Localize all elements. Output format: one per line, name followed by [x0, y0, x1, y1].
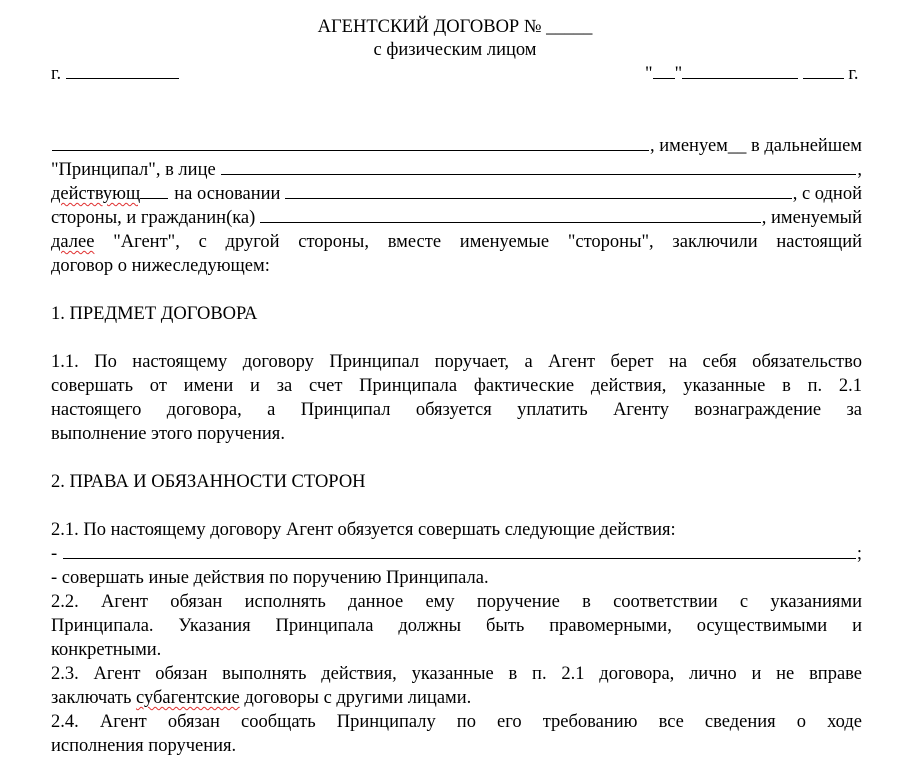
date-field: " " г.	[645, 64, 859, 84]
city-date-line	[51, 62, 862, 86]
clause-2-1-other: - совершать иные действия по поручению Принципала.	[51, 568, 489, 588]
clause-1-1-line-4: выполнение этого поручения.	[51, 424, 285, 444]
representative-blank	[221, 158, 857, 175]
clause-1-1-line-3: настоящего договора, а Принципал обязуется уплатить Агенту вознаграждение за	[51, 400, 862, 420]
clause-2-4-line-2: исполнения поручения.	[51, 736, 237, 756]
clause-2-3-line-1: 2.3. Агент обязан выполнять действия, указанные в п. 2.1 договора, лично и не вправе	[51, 664, 862, 684]
clause-2-2-line-2: Принципала. Указания Принципала должны быть правомерными, осуществимыми и	[51, 616, 862, 636]
document-subtitle: с физическим лицом	[373, 40, 537, 60]
clause-2-1-action-line: - ;	[51, 544, 862, 564]
city-blank	[66, 62, 179, 79]
preamble-line-4: стороны, и гражданин(ка) , именуемый	[51, 208, 862, 228]
city-prefix: г.	[51, 64, 62, 84]
preamble-line-5: далее "Агент", с другой стороны, вместе именуемые "стороны", заключили настоящий	[51, 232, 862, 252]
principal-name-blank	[52, 134, 649, 151]
preamble-line-3: действующ на основании , с одной	[51, 184, 862, 204]
clause-2-2-line-3: конкретными.	[51, 640, 162, 660]
preamble-line-1: , именуем__ в дальнейшем	[51, 134, 862, 158]
clause-2-3-line-2: заключать субагентские договоры с другими лицами.	[51, 688, 472, 708]
preamble-line-6: договор о нижеследующем:	[51, 256, 270, 276]
clause-2-1: 2.1. По настоящему договору Агент обязуется совершать следующие действия:	[51, 520, 676, 540]
clause-1-1-line-2: совершать от имени и за счет Принципала фактические действия, указанные в п. 2.1	[51, 376, 862, 396]
agent-name-blank	[260, 206, 760, 223]
preamble-line-2: "Принципал", в лице ,	[51, 160, 862, 180]
spellcheck-word: субагентские	[136, 688, 240, 708]
document-title: АГЕНТСКИЙ ДОГОВОР № _____	[317, 17, 593, 37]
clause-2-2-line-1: 2.2. Агент обязан исполнять данное ему поручение в соответствии с указаниями	[51, 592, 862, 612]
clause-1-1-line-1: 1.1. По настоящему договору Принципал поручает, а Агент берет на себя обязательство	[51, 352, 862, 372]
action-blank	[63, 542, 856, 559]
section-2-heading: 2. ПРАВА И ОБЯЗАННОСТИ СТОРОН	[51, 472, 366, 492]
section-1-heading: 1. ПРЕДМЕТ ДОГОВОРА	[51, 304, 258, 324]
clause-2-4-line-1: 2.4. Агент обязан сообщать Принципалу по его требованию все сведения о ходе	[51, 712, 862, 732]
basis-blank	[285, 182, 791, 199]
